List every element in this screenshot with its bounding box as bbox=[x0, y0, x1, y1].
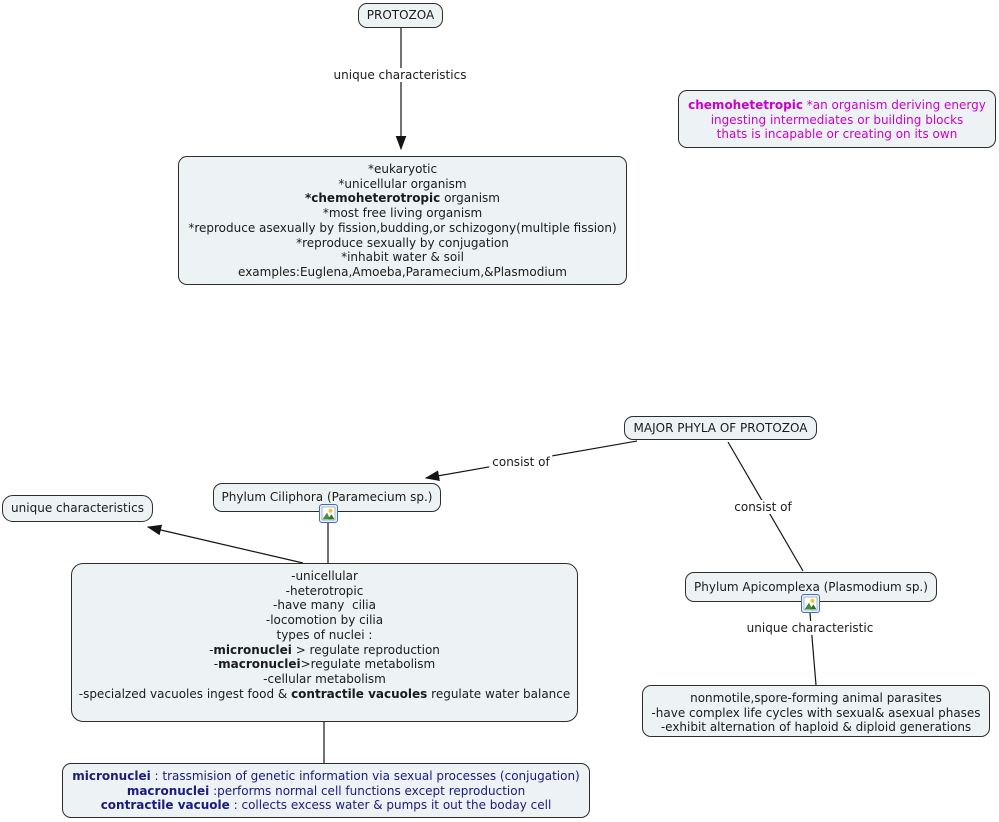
text-line: contractile vacuole : collects excess water & pumps it out the boday cell bbox=[100, 798, 552, 813]
text-line: types of nuclei : bbox=[276, 627, 373, 642]
text-line: -have complex life cycles with sexual& asexual phases bbox=[651, 705, 981, 720]
node-protozoa[interactable] bbox=[358, 3, 443, 28]
link-label-unique-characteristics[interactable]: unique characteristics bbox=[331, 68, 470, 82]
text-line: macronuclei :performs normal cell functions except reproduction bbox=[126, 783, 526, 798]
text-line: -exhibit alternation of haploid & diploid generations bbox=[660, 720, 972, 735]
picture-icon[interactable] bbox=[801, 594, 820, 613]
picture-icon[interactable] bbox=[319, 504, 338, 523]
text-line: *reproduce asexually by fission,budding,or schizogony(multiple fission) bbox=[188, 220, 617, 235]
node-apicomplexa-label: Phylum Apicomplexa (Plasmodium sp.) bbox=[694, 579, 928, 594]
text-line: thats is incapable or creating on its own bbox=[716, 127, 958, 142]
node-major-phyla-label: MAJOR PHYLA OF PROTOZOA bbox=[633, 420, 808, 435]
node-chemohetetropic-note[interactable] bbox=[678, 90, 996, 148]
link-label-unique-characteristic[interactable]: unique characteristic bbox=[744, 621, 877, 635]
text-line: -unicellular bbox=[291, 569, 358, 583]
text-line: *eukaryotic bbox=[367, 162, 438, 176]
text-line: -macronuclei>regulate metabolism bbox=[213, 657, 436, 672]
text-line: -micronuclei > regulate reproduction bbox=[209, 642, 440, 657]
text-line: *inhabit water & soil bbox=[341, 250, 464, 265]
node-ciliphora-characteristics[interactable] bbox=[71, 563, 578, 722]
link-label-consist-of-left[interactable]: consist of bbox=[489, 455, 552, 469]
text-line: *unicellular organism bbox=[338, 176, 467, 191]
link-label-consist-of-right[interactable]: consist of bbox=[731, 500, 794, 514]
text-line: -specialzed vacuoles ingest food & contractile vacuoles regulate water balance bbox=[78, 686, 571, 701]
text-line: *chemoheterotropic organism bbox=[305, 191, 500, 206]
text-line: micronuclei : trassmision of genetic information via sexual processes (conjugation) bbox=[72, 769, 580, 783]
text-line: examples:Euglena,Amoeba,Paramecium,&Plasmodium bbox=[238, 264, 567, 279]
node-major-phyla[interactable] bbox=[624, 416, 817, 440]
text-line: -heterotropic bbox=[285, 583, 364, 598]
arrow-characteristics-to-unique-box bbox=[148, 527, 303, 563]
node-nuclei-definitions[interactable] bbox=[62, 763, 590, 818]
text-line: *most free living organism bbox=[322, 206, 483, 221]
node-protozoa-characteristics[interactable] bbox=[178, 156, 627, 285]
node-ciliphora-label: Phylum Ciliphora (Paramecium sp.) bbox=[221, 490, 433, 505]
text-line: ingesting intermediates or building blocks bbox=[710, 112, 964, 127]
node-protozoa-label: PROTOZOA bbox=[366, 8, 435, 23]
text-line: *reproduce sexually by conjugation bbox=[296, 235, 509, 250]
text-line: -locomotion by cilia bbox=[265, 613, 384, 628]
node-unique-characteristics-label: unique characteristics bbox=[11, 501, 144, 516]
node-unique-characteristics[interactable] bbox=[2, 495, 153, 522]
node-apicomplexa-characteristics[interactable] bbox=[642, 685, 990, 737]
text-line: nonmotile,spore-forming animal parasites bbox=[690, 691, 942, 705]
text-line: -cellular metabolism bbox=[263, 671, 386, 686]
text-line: chemohetetropic *an organism deriving energy bbox=[688, 98, 986, 112]
text-line: -have many cilia bbox=[273, 598, 376, 613]
